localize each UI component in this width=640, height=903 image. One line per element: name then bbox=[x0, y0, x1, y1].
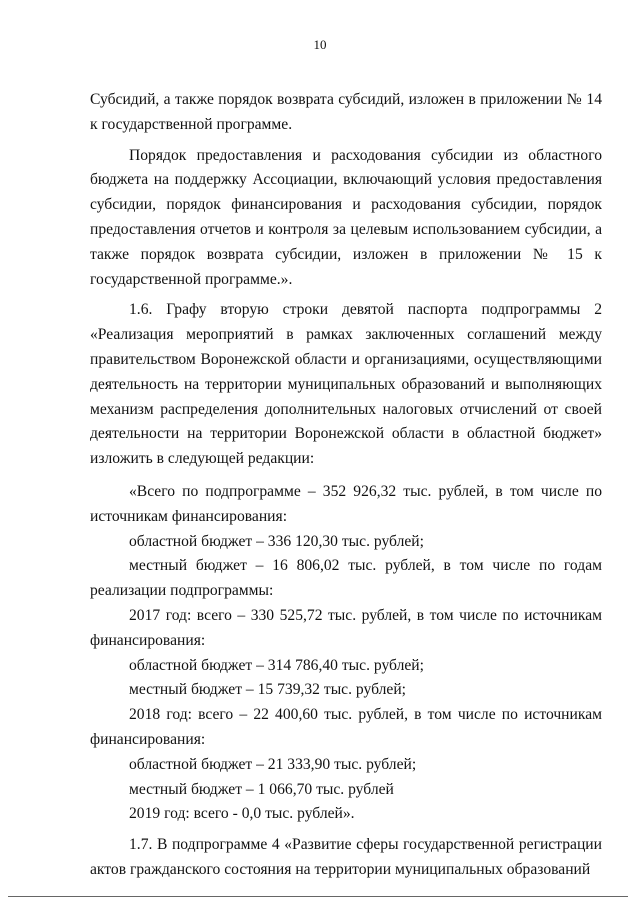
paragraph-regional-budget-2018: областной бюджет – 21 333,90 тыс. рублей; bbox=[129, 755, 417, 773]
paragraph-total-subprogram: «Всего по подпрограмме – 352 926,32 тыс. рублей, в том числе по источникам финансирования: bbox=[90, 482, 602, 525]
paragraph-year-2018: 2018 год: всего – 22 400,60 тыс. рублей, в том числе по источникам финансирования: bbox=[90, 706, 602, 748]
paragraph-item-1-7: 1.7. В подпрограмме 4 «Развитие сферы государственной регистрации актов гражданского состояния на территории муниципальных образований bbox=[90, 836, 602, 878]
paragraph-item-1-6: 1.6. Графу вторую строки девятой паспорта подпрограммы 2 «Реализация мероприятий в рамках заключенных соглашений между правительством Воронежской области и организациями, осуществляющими деятельность на территории муниципальных образований и выполняющих механизм распределения дополнительных налоговых отчислений от своей деятельности на территории Воронежской области в областной бюджет» изложить в следующей редакции: bbox=[90, 301, 602, 468]
paragraph-subsidy-return: Субсидий, а также порядок возврата субсидий, изложен в приложении № 14 к государственной программе. bbox=[90, 91, 602, 133]
paragraph-year-2017: 2017 год: всего – 330 525,72 тыс. рублей, в том числе по источникам финансирования: bbox=[90, 606, 602, 649]
paragraph-regional-budget-total: областной бюджет – 336 120,30 тыс. рублей; bbox=[129, 532, 424, 550]
paragraph-local-budget-total: местный бюджет – 16 806,02 тыс. рублей, в том числе по годам реализации подпрограммы: bbox=[90, 557, 602, 600]
paragraph-local-budget-2018: местный бюджет – 1 066,70 тыс. рублей bbox=[129, 780, 394, 798]
page-number: 10 bbox=[313, 37, 327, 52]
paragraph-association-subsidy: Порядок предоставления и расходования субсидии из областного бюджета на поддержку Ассоциации, включающий условия предоставления субсидии, порядок финансирования и расходования субсидии, порядок предоставления отчетов и контроля за целевым использованием субсидии, а также порядок возврата субсидии, изложен в приложении № 15 к государственной программе.». bbox=[90, 146, 602, 288]
paragraph-year-2019: 2019 год: всего - 0,0 тыс. рублей». bbox=[129, 805, 355, 823]
bottom-edge-line bbox=[8, 896, 628, 897]
paragraph-regional-budget-2017: областной бюджет – 314 786,40 тыс. рублей; bbox=[129, 656, 424, 674]
paragraph-local-budget-2017: местный бюджет – 15 739,32 тыс. рублей; bbox=[129, 681, 406, 699]
document-body bbox=[90, 88, 602, 883]
